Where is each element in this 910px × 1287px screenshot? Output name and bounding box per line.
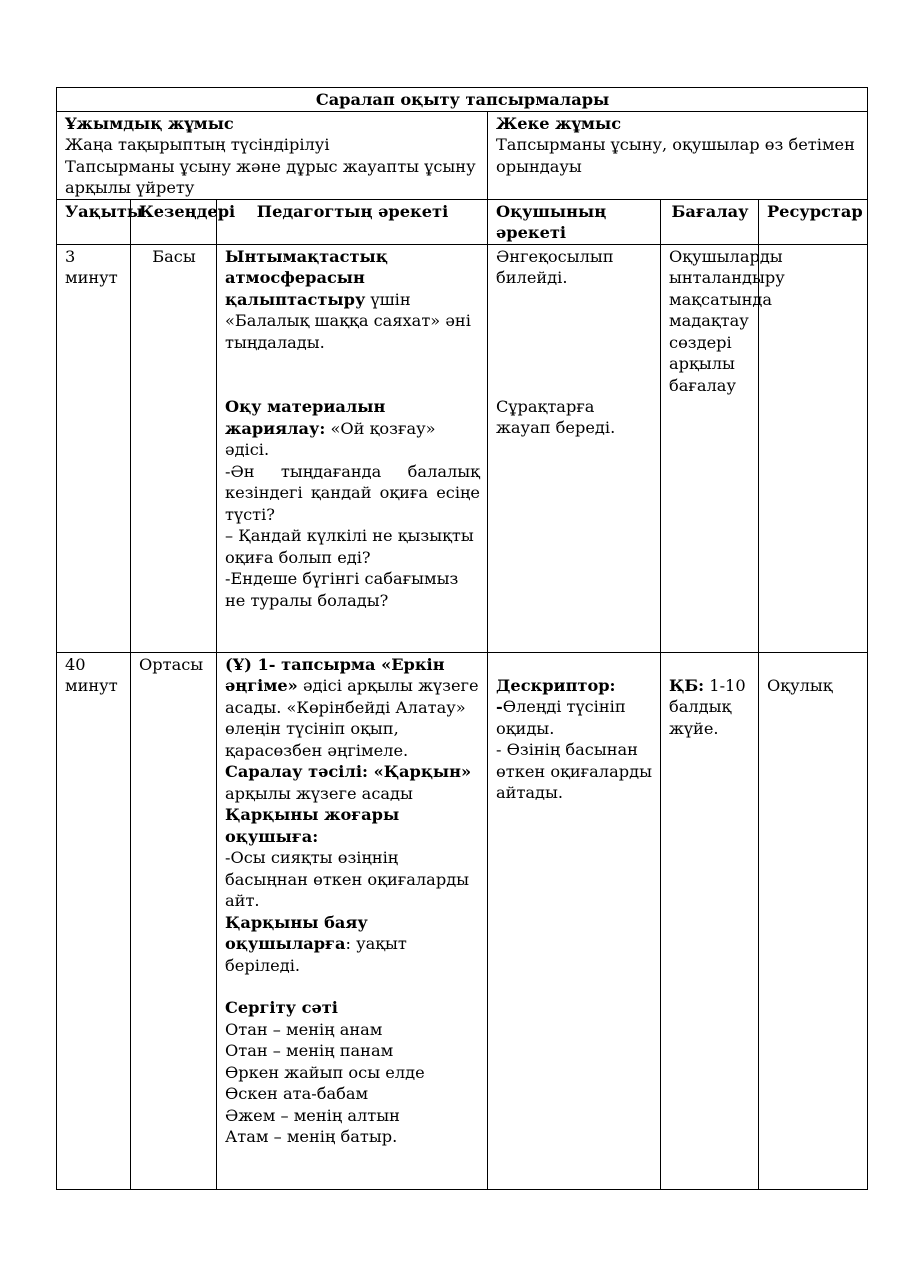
header-row [57, 199, 868, 244]
stage-cell: Басы [131, 244, 217, 652]
teacher-question: -Ендеше бүгінгі сабағымыз не туралы болады? [225, 569, 459, 610]
time-cell: 40 минут [57, 652, 131, 1189]
assessment-label: ҚБ: [669, 675, 705, 695]
group-work-cell [57, 111, 488, 199]
teacher-action-cell [217, 244, 488, 652]
individual-work-cell [488, 111, 868, 199]
descriptor-item: Өлеңді түсініп оқиды. [496, 697, 626, 738]
lesson-plan-table [56, 87, 868, 1190]
poem-line: Әжем – менің алтын [225, 1105, 400, 1125]
individual-work-heading: Жеке жұмыс [496, 113, 622, 133]
student-action-text: Әнгеқосылып билейді. [496, 246, 614, 287]
table-row [57, 652, 868, 1189]
table-row [57, 244, 868, 652]
header-stages: Кезеңдері [131, 199, 217, 244]
teacher-question: – Қандай күлкілі не қызықты оқиға болып еді? [225, 526, 474, 567]
assessment-cell: Оқушыларды ынталандыру мақсатында мадақтау сөздері арқылы бағалау [661, 244, 759, 652]
group-work-heading: Ұжымдық жұмыс [65, 113, 234, 133]
teacher-bold-text: Ынтымақтастық атмосферасын қалыптастыру [225, 246, 388, 309]
teacher-bold-text: Оқу материалын жариялау: [225, 397, 386, 438]
teacher-text: әдісі арқылы жүзеге асады. «Көрінбейді Алатау» өлеңін түсініп оқып, қарасөзбен әңгімеле. [225, 676, 479, 760]
poem-line: Отан – менің анам [225, 1019, 383, 1039]
poem-line: Атам – менің батыр. [225, 1127, 398, 1146]
header-time: Уақыты [57, 199, 131, 244]
time-cell: 3 минут [57, 244, 131, 652]
header-student: Оқушының әрекеті [488, 199, 661, 244]
descriptor-dash: - [496, 697, 503, 716]
teacher-text: арқылы жүзеге асады [225, 783, 413, 803]
group-work-line: Тапсырманы ұсыну және дұрыс жауапты ұсыну арқылы үйрету [65, 156, 476, 197]
resource-text: Оқулық [767, 675, 833, 695]
teacher-question: -Ән тыңдағанда балалық кезіндегі қандай оқиға есіңе түсті? [225, 461, 480, 524]
student-action-text: Сұрақтарға жауап береді. [496, 396, 616, 437]
descriptor-label: Дескриптор: [496, 675, 616, 695]
header-resources: Ресурстар [759, 199, 868, 244]
teacher-text: -Осы сияқты өзіңнің басыңнан өткен оқиғаларды айт. [225, 848, 470, 910]
table-title: Саралап оқыту тапсырмалары [57, 88, 868, 112]
poem-line: Өркен жайып осы елде [225, 1062, 425, 1082]
work-types-row [57, 111, 868, 199]
resources-cell [759, 652, 868, 1189]
teacher-action-cell [217, 652, 488, 1189]
teacher-bold-text: (Ұ) 1- тапсырма «Еркін әңгіме» [225, 654, 445, 695]
group-work-line: Жаңа тақырыптың түсіндірілуі [65, 135, 330, 154]
student-action-cell [488, 652, 661, 1189]
header-assessment: Бағалау [661, 199, 759, 244]
teacher-text: : уақыт беріледі. [225, 934, 407, 975]
student-action-cell [488, 244, 661, 652]
assessment-cell [661, 652, 759, 1189]
teacher-text: үшін «Балалық шаққа саяхат» әні тыңдалады. [225, 289, 471, 352]
break-title: Сергіту сәті [225, 998, 338, 1017]
poem-line: Отан – менің панам [225, 1041, 394, 1060]
teacher-bold-text: Қарқыны жоғары оқушыға: [225, 805, 400, 846]
header-teacher: Педагогтың әрекеті [217, 199, 488, 244]
title-row [57, 88, 868, 112]
descriptor-item: - Өзінің басынан өткен оқиғаларды айтады. [496, 740, 652, 802]
stage-cell: Ортасы [131, 652, 217, 1189]
assessment-text: 1-10 балдық жүйе. [669, 675, 746, 738]
teacher-bold-text: Қарқыны баяу оқушыларға [225, 912, 368, 953]
resources-cell [759, 244, 868, 652]
poem-line: Өскен ата-бабам [225, 1084, 369, 1103]
teacher-text: «Ой қозғау» әдісі. [225, 418, 436, 459]
teacher-bold-text: Саралау тәсілі: «Қарқын» [225, 762, 472, 781]
individual-work-line: Тапсырманы ұсыну, оқушылар өз бетімен орындауы [496, 135, 855, 176]
